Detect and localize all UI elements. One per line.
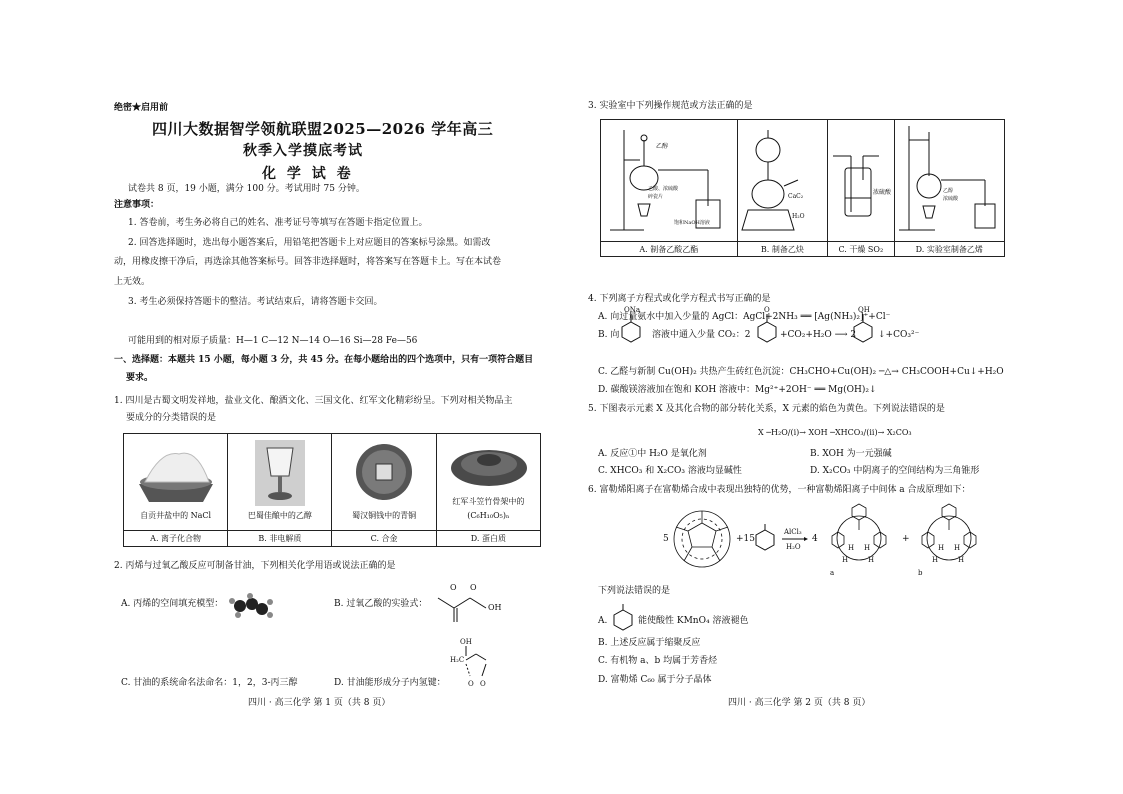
label-sulfuric-d: 浓硫酸: [943, 196, 959, 202]
q6-option-d: D. 富勒烯 C₆₀ 属于分子晶体: [598, 675, 712, 685]
section-heading-cont: 要求。: [126, 373, 154, 383]
salt-image: [131, 444, 221, 506]
apparatus-d: [895, 120, 1003, 238]
label-ethanol-d: 乙醇: [943, 188, 954, 194]
q1-option-d: D. 蛋白质: [436, 531, 540, 547]
q5-scheme: X ─H₂O/(i)→ XOH ─XHCO₃/(ii)→ X₂CO₃: [758, 428, 912, 437]
footer-right: 四川 · 高三化学 第 2 页（共 8 页）: [728, 698, 871, 708]
q4-option-b-post: +CO₂+H₂O ⟶ 2: [780, 330, 857, 340]
q6-stem: 6. 富勒烯阳离子在富勒烯合成中表现出独特的优势，一种富勒烯阳离子中间体 a 合成原理如下：: [588, 485, 971, 495]
svg-text:ONa: ONa: [624, 306, 641, 314]
q4-option-d: D. 碳酸镁溶液加在饱和 KOH 溶液中：Mg²⁺+2OH⁻ ══ Mg(OH)₂↓: [598, 385, 877, 395]
note-2a: 2. 回答选择题时，选出每小题答案后，用铅笔把答题卡上对应题目的答案标号涂黑。如需改: [128, 238, 491, 248]
q1-caption-a: 自贡井盐中的 NaCl: [140, 511, 212, 520]
svg-text:OH: OH: [460, 638, 472, 646]
q4-option-a: A. 向过量氨水中加入少量的 AgCl：AgCl+2NH₃ ══ [Ag(NH₃)₂]⁺+Cl⁻: [598, 312, 891, 322]
q2-option-d: D. 甘油能形成分子内氢键：: [334, 678, 446, 688]
q3-label-a: A. 制备乙酸乙酯: [601, 242, 738, 257]
q6-condition-alcl3: AlCl₃: [784, 528, 802, 536]
q1-table: [123, 433, 541, 547]
q6-option-a-tail: 能使酸性 KMnO₄ 溶液褪色: [638, 616, 749, 626]
phenoxide-structure-2: [756, 304, 778, 354]
svg-text:H: H: [954, 544, 961, 552]
q4-stem: 4. 下列离子方程式或化学方程式书写正确的是: [588, 294, 771, 304]
svg-text:O: O: [470, 583, 477, 592]
hat-image: [449, 438, 529, 490]
q1-caption-c: 蜀汉铜钱中的青铜: [352, 511, 417, 520]
label-cac2: CaC₂: [788, 193, 804, 200]
q5-option-b: B. XOH 为一元强碱: [810, 449, 892, 459]
svg-text:H: H: [958, 556, 965, 564]
svg-text:H: H: [864, 544, 871, 552]
q1-option-b: B. 非电解质: [228, 531, 332, 547]
label-acid-mix: 乙酸、浓硫酸: [647, 186, 678, 192]
q6-option-b: B. 上述反应属于缩聚反应: [598, 638, 701, 648]
toluene-option-structure: [612, 604, 634, 634]
phenol-structure: [852, 304, 874, 354]
q1-caption-d-formula: (C₆H₁₀O₅)ₙ: [467, 511, 510, 520]
q1-stem-cont: 要成分的分类错误的是: [126, 413, 217, 423]
q3-table: [600, 119, 1005, 257]
coin-image: [354, 442, 414, 502]
q1-cell-b: [228, 434, 332, 531]
apparatus-b: [738, 120, 826, 238]
q6-option-c: C. 有机物 a、b 均属于芳香烃: [598, 656, 718, 666]
svg-text:H: H: [848, 544, 855, 552]
q4-option-c: C. 乙醛与新制 Cu(OH)₂ 共热产生砖红色沉淀：CH₃CHO+Cu(OH)₂ ─△→ CH₃COOH+Cu↓+H₂O: [598, 367, 1004, 377]
q6-coef-5: 5: [663, 534, 669, 544]
q5-stem: 5. 下图表示元素 X 及其化合物的部分转化关系，X 元素的焰色为黄色。下列说法错误的是: [588, 404, 945, 414]
q5-option-a: A. 反应①中 H₂O 是氧化剂: [598, 449, 707, 459]
label-water: H₂O: [792, 213, 805, 220]
atomic-masses: 可能用到的相对原子质量：H—1 C—12 N—14 O—16 Si—28 Fe—56: [128, 336, 418, 346]
q2-option-b: B. 过氧乙酸的实验式：: [334, 599, 428, 609]
svg-text:OH: OH: [488, 603, 502, 612]
wine-glass-image: [255, 440, 305, 506]
svg-text:H: H: [938, 544, 945, 552]
q6-plus: +: [902, 534, 910, 544]
q4-option-b-mid: 溶液中通入少量 CO₂：2: [652, 330, 751, 340]
q2-stem: 2. 丙烯与过氧乙酸反应可制备甘油，下列相关化学用语或说法正确的是: [114, 561, 396, 571]
q1-caption-b: 巴蜀佳酿中的乙醇: [247, 511, 312, 520]
label-a: a: [830, 569, 835, 577]
q3-cell-a: [601, 120, 738, 242]
svg-text:H: H: [932, 556, 939, 564]
svg-text:H: H: [868, 556, 875, 564]
svg-text:OH: OH: [858, 306, 870, 314]
label-chips: 碎瓷片: [647, 194, 663, 200]
svg-text:O: O: [480, 680, 486, 688]
q3-stem: 3. 实验室中下列操作规范或方法正确的是: [588, 101, 753, 111]
label-ethanol: 乙醇: [655, 143, 668, 150]
q2-option-c: C. 甘油的系统命名法命名：1，2，3-丙三醇: [121, 678, 298, 688]
exam-subject: 化 学 试 卷: [262, 166, 354, 182]
exam-info: 试卷共 8 页，19 小题，满分 100 分。考试用时 75 分钟。: [128, 184, 365, 194]
glycerol-h-bond-structure: [450, 634, 500, 694]
svg-text:O: O: [468, 680, 474, 688]
q3-label-c: C. 干燥 SO₂: [828, 242, 894, 257]
q1-cell-a: [124, 434, 228, 531]
q1-option-c: C. 合金: [332, 531, 436, 547]
exam-title: 四川大数据智学领航联盟2025—2026 学年高三: [152, 120, 494, 138]
exam-subtitle: 秋季入学摸底考试: [243, 143, 363, 159]
q1-cell-d: [436, 434, 540, 531]
q6-sub-stem: 下列说法错误的是: [598, 586, 671, 596]
secret-label: 绝密★启用前: [114, 103, 169, 113]
peracetic-acid-structure: [430, 578, 500, 626]
svg-text:O: O: [764, 306, 770, 314]
q3-label-d: D. 实验室制备乙烯: [894, 242, 1004, 257]
q6-condition-h2o: H₂O: [786, 543, 801, 551]
footer-left: 四川 · 高三化学 第 1 页（共 8 页）: [248, 698, 391, 708]
q6-option-a: A.: [598, 616, 608, 626]
note-2c: 上无效。: [114, 277, 151, 287]
q3-cell-b: [737, 120, 827, 242]
intermediate-b-structure: [912, 500, 986, 572]
toluene-structure: [754, 524, 776, 554]
note-3: 3. 考生必须保持答题卡的整洁。考试结束后，请将答题卡交回。: [128, 297, 383, 307]
q4-option-b-end: ↓+CO₃²⁻: [878, 330, 920, 340]
propene-space-filling-model: [226, 593, 274, 619]
label-naoh: 饱和NaOH溶液: [673, 220, 710, 226]
q3-cell-d: [894, 120, 1004, 242]
apparatus-a: [604, 120, 734, 238]
notes-heading: 注意事项：: [114, 200, 160, 210]
svg-text:O: O: [450, 583, 457, 592]
q6-coef-15: +15: [736, 534, 755, 544]
q3-cell-c: [828, 120, 894, 242]
q3-label-b: B. 制备乙炔: [737, 242, 827, 257]
section-heading: 一、选择题：本题共 15 小题，每小题 3 分，共 45 分。在每小题给出的四个选项中，只有一项符合题目: [114, 355, 534, 365]
svg-text:H: H: [842, 556, 849, 564]
q4-option-b-pre: B. 向: [598, 330, 620, 340]
apparatus-c: [829, 120, 893, 238]
label-sulfuric: 浓硫酸: [872, 189, 891, 196]
q1-cell-c: [332, 434, 436, 531]
q1-caption-d: 红军斗笠竹骨架中的: [452, 497, 525, 506]
intermediate-a-structure: [822, 500, 896, 572]
note-2b: 动，用橡皮擦干净后，再选涂其他答案标号。回答非选择题时，将答案写在答题卡上。写在本试卷: [114, 257, 502, 267]
svg-text:H₂C: H₂C: [450, 656, 465, 664]
label-b: b: [918, 569, 923, 577]
q1-stem: 1. 四川是古蜀文明发祥地，盐业文化、酿酒文化、三国文化、红军文化精彩纷呈。下列对相关物品主: [114, 396, 513, 406]
note-1: 1. 答卷前，考生务必将自己的姓名、准考证号等填写在答题卡指定位置上。: [128, 218, 428, 228]
fullerene-c60-structure: [672, 509, 732, 569]
q1-option-a: A. 离子化合物: [124, 531, 228, 547]
q5-option-c: C. XHCO₃ 和 X₂CO₃ 溶液均显碱性: [598, 466, 742, 476]
q6-coef-4: 4: [812, 534, 818, 544]
sodium-phenoxide-structure: [620, 304, 642, 354]
q2-option-a: A. 丙烯的空间填充模型：: [121, 599, 224, 609]
q5-option-d: D. X₂CO₃ 中阴离子的空间结构为三角锥形: [810, 466, 980, 476]
